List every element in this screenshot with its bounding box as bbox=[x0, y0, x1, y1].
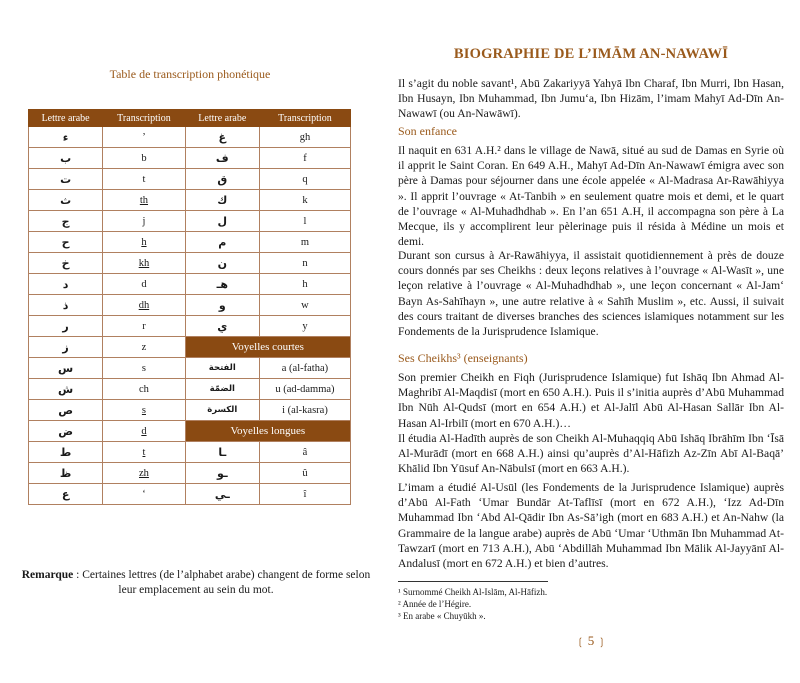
table-row bbox=[29, 358, 351, 379]
arabic-letter-cell: الضمّة bbox=[185, 379, 259, 400]
arabic-letter-cell: ف bbox=[185, 148, 259, 169]
table-header-cell: Lettre arabe bbox=[185, 110, 259, 127]
transcription-cell: ’ bbox=[103, 127, 186, 148]
arabic-letter-cell: ص bbox=[29, 400, 103, 421]
transcription-cell: q bbox=[259, 169, 350, 190]
transcription-cell: k bbox=[259, 190, 350, 211]
table-row bbox=[29, 169, 351, 190]
transcription-cell: m bbox=[259, 232, 350, 253]
arabic-letter-cell: ث bbox=[29, 190, 103, 211]
transcription-cell: h bbox=[103, 232, 186, 253]
arabic-letter-cell: غ bbox=[185, 127, 259, 148]
transcription-cell: n bbox=[259, 253, 350, 274]
page-title: BIOGRAPHIE DE L’IMĀM AN-NAWAWĪ bbox=[453, 46, 729, 62]
arabic-letter-cell: ح bbox=[29, 232, 103, 253]
arabic-letter-cell: ي bbox=[185, 316, 259, 337]
cheikhs-paragraph: Son premier Cheikh en Fiqh (Jurisprudence Islamique) fut Ishāq Ibn Ahmad Al-Maghribī Al-Maqdisī (mort en 650 A.H.). Puis il s’initia auprès d’Abū Muhammad Ibn Nūh Al-Qudsī (mort en 654 A.H.) et Al-Jalīl Abū Al-Hasan Sallār Ibn Al-Hasan Al-Irbilī (mort en 670 A.H.)… bbox=[398, 371, 784, 430]
arabic-letter-cell: ز bbox=[29, 337, 103, 358]
arabic-letter-cell: ت bbox=[29, 169, 103, 190]
transcription-cell: d bbox=[103, 274, 186, 295]
table-row bbox=[29, 127, 351, 148]
section-header-long-vowels: Voyelles longues bbox=[185, 421, 350, 442]
transcription-cell: î bbox=[259, 484, 350, 505]
table-header-cell: Transcription bbox=[103, 110, 186, 127]
heading-son-enfance: Son enfance bbox=[398, 124, 457, 138]
arabic-letter-cell: ب bbox=[29, 148, 103, 169]
transcription-cell: d bbox=[103, 421, 186, 442]
arabic-letter-cell: ض bbox=[29, 421, 103, 442]
transcription-cell: f bbox=[259, 148, 350, 169]
remark-text: : Certaines lettres (de l’alphabet arabe) changent de forme selon leur emplacement au sein du mot. bbox=[73, 569, 371, 596]
transcription-cell: zh bbox=[103, 463, 186, 484]
transcription-cell: h bbox=[259, 274, 350, 295]
arabic-letter-cell: خ bbox=[29, 253, 103, 274]
table-header-cell: Transcription bbox=[259, 110, 350, 127]
table-row bbox=[29, 463, 351, 484]
transcription-cell: th bbox=[103, 190, 186, 211]
table-row bbox=[29, 400, 351, 421]
transcription-cell: û bbox=[259, 463, 350, 484]
hadith-paragraph: Il étudia Al-Hadīth auprès de son Cheikh Al-Muhaqqiq Abū Ishāq Ibrāhīm Ibn ‘Īsā Al-Murādī (mort en 668 A.H.) ainsi qu’auprès d’Al-Hāfizh Az-Zīn Abī Al-Baqā’ Khālid Ibn Yūsuf An-Nābulsī (mort en 663 A.H.). bbox=[398, 432, 784, 476]
ornament-right-icon: ❳ bbox=[597, 637, 606, 648]
transcription-cell: b bbox=[103, 148, 186, 169]
arabic-letter-cell: م bbox=[185, 232, 259, 253]
cursus-paragraph: Durant son cursus à Ar-Rawāhiyya, il assistait quotidiennement à près de douze cours donnés par ses Cheikhs : deux leçons relatives à l’ouvrage « Al-Wasīt », une leçon relative à l’ouvrage « Al-Muhadhdhab », une leçon concernant « Al-Jam‘ Bayn As-Sahīhayn », une autre relative à « Sahīh Muslim », etc. Aussi, il suivait des cours traitant de diverses branches des sciences islamiques notamment sur les Fondements de la Jurisprudence Islamique. bbox=[398, 249, 784, 339]
arabic-letter-cell: هـ bbox=[185, 274, 259, 295]
ornament-left-icon: ❲ bbox=[576, 637, 585, 648]
table-row bbox=[29, 253, 351, 274]
arabic-letter-cell: ع bbox=[29, 484, 103, 505]
arabic-letter-cell: ظ bbox=[29, 463, 103, 484]
page-number bbox=[566, 633, 616, 649]
arabic-letter-cell: ـو bbox=[185, 463, 259, 484]
usul-paragraph: L’imam a étudié Al-Usūl (les Fondements de la Jurisprudence Islamique) auprès d’Abū Al-Fath ‘Umar Bundār At-Taflīsī (mort en 672 A.H.), ‘Izz Ad-Dīn Muhammad Ibn ‘Abd Al-Qādir Ibn As-Sā’igh (mort en 683 A.H.) et An-Nahw (la Grammaire de la langue arabe) auprès de Abū ‘Umar ‘Uthmān Ibn Muhammad At-Tawzarī (mort en 713 A.H.), Abū ‘Abdillāh Muhammad Ibn Mālik Al-Jayyānī Al-Andalusī (mort en 672 A.H.) et bien d’autres. bbox=[398, 481, 784, 571]
table-row bbox=[29, 442, 351, 463]
arabic-letter-cell: الفتحة bbox=[185, 358, 259, 379]
table-row bbox=[29, 337, 351, 358]
arabic-letter-cell: ـي bbox=[185, 484, 259, 505]
transcription-cell: r bbox=[103, 316, 186, 337]
transcription-cell: u (ad-damma) bbox=[259, 379, 350, 400]
right-page bbox=[398, 0, 784, 683]
table-row bbox=[29, 379, 351, 400]
table-row bbox=[29, 211, 351, 232]
table-row bbox=[29, 190, 351, 211]
transcription-cell: gh bbox=[259, 127, 350, 148]
transcription-cell: j bbox=[103, 211, 186, 232]
footnote-3: ³ En arabe « Chuyūkh ». bbox=[398, 611, 486, 621]
table-row bbox=[29, 421, 351, 442]
arabic-letter-cell: ء bbox=[29, 127, 103, 148]
table-header-row bbox=[29, 110, 351, 127]
section-header-short-vowels: Voyelles courtes bbox=[185, 337, 350, 358]
arabic-letter-cell: ط bbox=[29, 442, 103, 463]
transcription-table bbox=[28, 109, 351, 505]
transcription-cell: ‘ bbox=[103, 484, 186, 505]
transcription-cell: â bbox=[259, 442, 350, 463]
intro-paragraph: Il s’agit du noble savant¹, Abū Zakariyyā Yahyā Ibn Charaf, Ibn Murri, Ibn Hasan, Ibn Husayn, Ibn Muhammad, Ibn Jumu‘a, Ibn Hizām, l’imam Mahyī Ad-Dīn An-Nawawī (ou An-Nawāwī). bbox=[398, 77, 784, 121]
arabic-letter-cell: س bbox=[29, 358, 103, 379]
arabic-letter-cell: ش bbox=[29, 379, 103, 400]
remark bbox=[12, 568, 380, 598]
table-row bbox=[29, 274, 351, 295]
footnote-2: ² Année de l’Hégire. bbox=[398, 599, 472, 609]
transcription-cell: dh bbox=[103, 295, 186, 316]
arabic-letter-cell: و bbox=[185, 295, 259, 316]
arabic-letter-cell: ر bbox=[29, 316, 103, 337]
arabic-letter-cell: ج bbox=[29, 211, 103, 232]
transcription-cell: s bbox=[103, 400, 186, 421]
left-page bbox=[0, 0, 390, 683]
transcription-cell: t bbox=[103, 169, 186, 190]
table-row bbox=[29, 316, 351, 337]
enfance-paragraph: Il naquit en 631 A.H.² dans le village de Nawā, situé au sud de Damas en Syrie où il apprit le Saint Coran. En 649 A.H., Mahyī Ad-Dīn An-Nawawī émigra avec son père à Damas pour séjourner dans une école appelée « Al-Madrasa Ar-Rawāhiyya ». Il apprit l’ouvrage « At-Tanbih » en seulement quatre mois et demi, et le quart de l’ouvrage « Al-Muhadhdhab ». En l’an 651 A.H, il accompagna son père à La Mecque, ils y accomplirent leur pèlerinage puis il résida à Médine un mois et demi. bbox=[398, 144, 784, 249]
transcription-cell: l bbox=[259, 211, 350, 232]
transcription-cell: s bbox=[103, 358, 186, 379]
transcription-cell: y bbox=[259, 316, 350, 337]
transcription-cell: z bbox=[103, 337, 186, 358]
page-number-value: 5 bbox=[587, 633, 595, 648]
transcription-cell: t bbox=[103, 442, 186, 463]
transcription-cell: ch bbox=[103, 379, 186, 400]
arabic-letter-cell: الكسرة bbox=[185, 400, 259, 421]
arabic-letter-cell: ق bbox=[185, 169, 259, 190]
transcription-cell: i (al-kasra) bbox=[259, 400, 350, 421]
transcription-cell: kh bbox=[103, 253, 186, 274]
arabic-letter-cell: ن bbox=[185, 253, 259, 274]
arabic-letter-cell: ل bbox=[185, 211, 259, 232]
footnote-separator bbox=[398, 581, 548, 582]
footnote-1: ¹ Surnommé Cheikh Al-Islām, Al-Hāfizh. bbox=[398, 587, 548, 597]
transcription-cell: a (al-fatha) bbox=[259, 358, 350, 379]
arabic-letter-cell: د bbox=[29, 274, 103, 295]
arabic-letter-cell: ذ bbox=[29, 295, 103, 316]
table-row bbox=[29, 232, 351, 253]
table-row bbox=[29, 148, 351, 169]
arabic-letter-cell: ـا bbox=[185, 442, 259, 463]
heading-ses-cheikhs: Ses Cheikhs³ (enseignants) bbox=[398, 351, 528, 365]
table-row bbox=[29, 295, 351, 316]
table-title: Table de transcription phonétique bbox=[109, 67, 271, 81]
remark-label: Remarque bbox=[21, 569, 74, 581]
table-row bbox=[29, 484, 351, 505]
transcription-cell: w bbox=[259, 295, 350, 316]
arabic-letter-cell: ك bbox=[185, 190, 259, 211]
table-header-cell: Lettre arabe bbox=[29, 110, 103, 127]
